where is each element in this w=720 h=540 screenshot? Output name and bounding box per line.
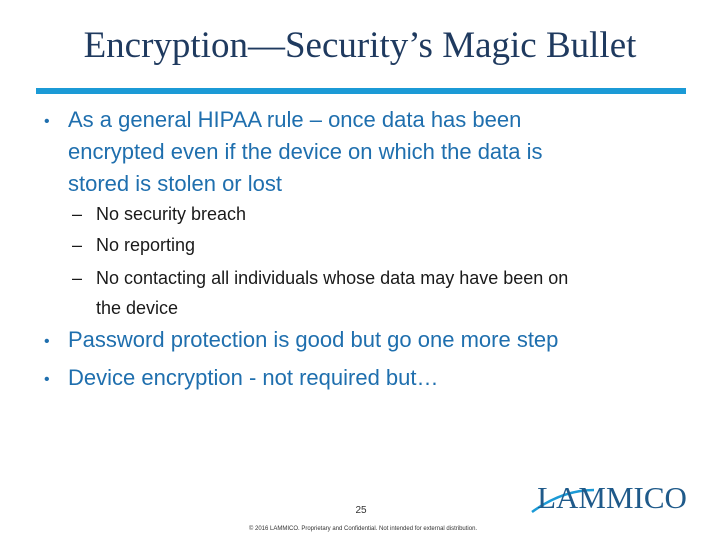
bullet-mark: • <box>44 371 50 388</box>
bullet-mark: • <box>44 113 50 130</box>
bullet-3-text: Device encryption - not required but… <box>68 365 439 390</box>
sub-bullet-mark: – <box>72 204 83 224</box>
title-underline <box>36 88 686 94</box>
page-number: 25 <box>355 505 367 516</box>
logo-text: LAMMICO <box>537 480 687 515</box>
sub-bullet-1-text: No security breach <box>96 204 247 224</box>
bullet-1-line-2: encrypted even if the device on which the data is <box>68 139 543 164</box>
bullet-1-text <box>68 104 543 200</box>
sub-bullet-mark: – <box>72 268 83 288</box>
bullet-2-text: Password protection is good but go one more step <box>68 327 559 352</box>
sub-bullet-mark: – <box>72 235 83 255</box>
footer-confidential: © 2016 LAMMICO. Proprietary and Confidential. Not intended for external distribution. <box>248 526 478 532</box>
sub-bullet-3-line-1: No contacting all individuals whose data may have been on <box>96 268 569 288</box>
bullet-1-line-3: stored is stolen or lost <box>68 171 282 196</box>
sub-bullet-3-line-2: the device <box>96 298 179 318</box>
sub-bullet-3-text <box>96 263 568 323</box>
bullet-1-line-1: As a general HIPAA rule – once data has been <box>68 107 522 132</box>
lammico-logo <box>524 476 696 524</box>
slide-title: Encryption—Security’s Magic Bullet <box>83 25 637 66</box>
sub-bullet-2-text: No reporting <box>96 235 196 255</box>
bullet-mark: • <box>44 333 50 350</box>
